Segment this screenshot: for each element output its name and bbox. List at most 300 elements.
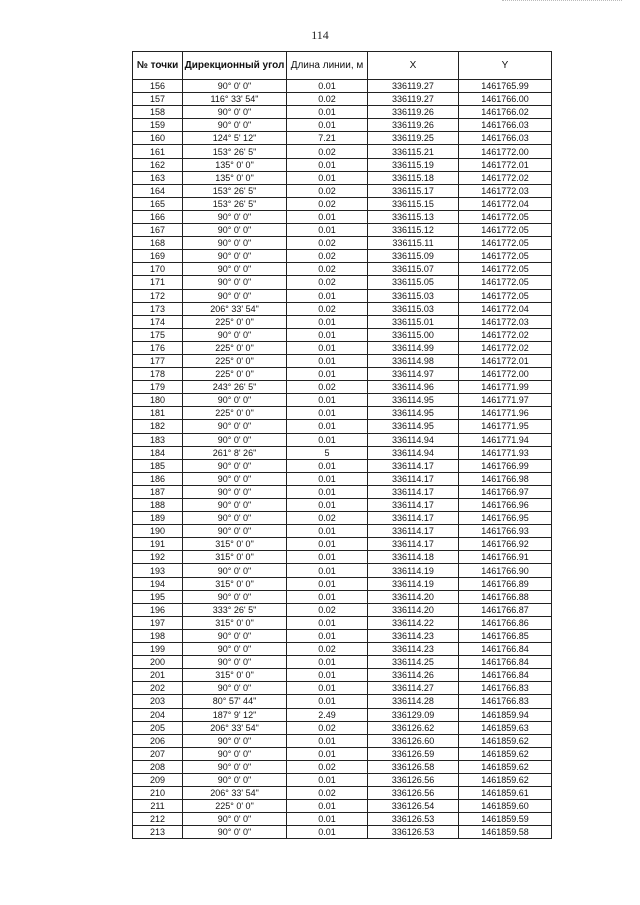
cell-bearing: 90° 0' 0" bbox=[183, 590, 287, 603]
table-row bbox=[133, 446, 552, 459]
cell-bearing: 90° 0' 0" bbox=[183, 512, 287, 525]
cell-line-length: 0.02 bbox=[287, 787, 368, 800]
cell-point-number: 171 bbox=[133, 276, 183, 289]
cell-bearing: 153° 26' 5" bbox=[183, 197, 287, 210]
table-row bbox=[133, 354, 552, 367]
cell-y: 1461771.96 bbox=[459, 407, 552, 420]
cell-x: 336114.95 bbox=[368, 407, 459, 420]
cell-point-number: 213 bbox=[133, 826, 183, 839]
cell-line-length: 0.01 bbox=[287, 564, 368, 577]
cell-line-length: 0.01 bbox=[287, 747, 368, 760]
cell-x: 336114.95 bbox=[368, 394, 459, 407]
cell-x: 336126.53 bbox=[368, 826, 459, 839]
cell-y: 1461859.63 bbox=[459, 721, 552, 734]
cell-y: 1461772.02 bbox=[459, 328, 552, 341]
cell-point-number: 183 bbox=[133, 433, 183, 446]
cell-point-number: 156 bbox=[133, 80, 183, 93]
cell-x: 336115.17 bbox=[368, 184, 459, 197]
cell-x: 336126.56 bbox=[368, 773, 459, 786]
page-number: 114 bbox=[311, 28, 329, 42]
cell-bearing: 90° 0' 0" bbox=[183, 629, 287, 642]
cell-bearing: 225° 0' 0" bbox=[183, 800, 287, 813]
cell-y: 1461765.99 bbox=[459, 80, 552, 93]
cell-bearing: 90° 0' 0" bbox=[183, 106, 287, 119]
cell-bearing: 135° 0' 0" bbox=[183, 158, 287, 171]
cell-y: 1461766.00 bbox=[459, 93, 552, 106]
cell-x: 336114.18 bbox=[368, 551, 459, 564]
cell-bearing: 90° 0' 0" bbox=[183, 826, 287, 839]
cell-x: 336114.27 bbox=[368, 682, 459, 695]
cell-y: 1461766.84 bbox=[459, 643, 552, 656]
cell-x: 336126.53 bbox=[368, 813, 459, 826]
cell-line-length: 0.02 bbox=[287, 643, 368, 656]
cell-y: 1461766.93 bbox=[459, 525, 552, 538]
cell-y: 1461772.03 bbox=[459, 315, 552, 328]
cell-point-number: 162 bbox=[133, 158, 183, 171]
cell-line-length: 2.49 bbox=[287, 708, 368, 721]
cell-line-length: 0.01 bbox=[287, 341, 368, 354]
cell-point-number: 177 bbox=[133, 354, 183, 367]
cell-point-number: 166 bbox=[133, 210, 183, 223]
cell-y: 1461859.62 bbox=[459, 734, 552, 747]
cell-line-length: 0.01 bbox=[287, 616, 368, 629]
cell-bearing: 315° 0' 0" bbox=[183, 669, 287, 682]
header-x: X bbox=[368, 52, 459, 80]
cell-point-number: 203 bbox=[133, 695, 183, 708]
cell-line-length: 0.02 bbox=[287, 184, 368, 197]
cell-bearing: 153° 26' 5" bbox=[183, 184, 287, 197]
cell-x: 336114.17 bbox=[368, 485, 459, 498]
cell-point-number: 208 bbox=[133, 760, 183, 773]
cell-line-length: 0.01 bbox=[287, 106, 368, 119]
table-body bbox=[133, 80, 552, 839]
cell-point-number: 206 bbox=[133, 734, 183, 747]
cell-x: 336119.27 bbox=[368, 80, 459, 93]
cell-bearing: 90° 0' 0" bbox=[183, 210, 287, 223]
cell-point-number: 179 bbox=[133, 381, 183, 394]
cell-x: 336115.07 bbox=[368, 263, 459, 276]
cell-line-length: 0.02 bbox=[287, 197, 368, 210]
cell-point-number: 200 bbox=[133, 656, 183, 669]
table-row bbox=[133, 616, 552, 629]
cell-line-length: 0.02 bbox=[287, 237, 368, 250]
table-row bbox=[133, 734, 552, 747]
cell-point-number: 158 bbox=[133, 106, 183, 119]
cell-y: 1461766.85 bbox=[459, 629, 552, 642]
cell-x: 336119.27 bbox=[368, 93, 459, 106]
cell-line-length: 0.01 bbox=[287, 224, 368, 237]
cell-bearing: 90° 0' 0" bbox=[183, 224, 287, 237]
cell-x: 336114.17 bbox=[368, 472, 459, 485]
cell-y: 1461859.62 bbox=[459, 773, 552, 786]
cell-point-number: 174 bbox=[133, 315, 183, 328]
cell-bearing: 90° 0' 0" bbox=[183, 289, 287, 302]
cell-bearing: 90° 0' 0" bbox=[183, 328, 287, 341]
cell-y: 1461771.99 bbox=[459, 381, 552, 394]
cell-point-number: 209 bbox=[133, 773, 183, 786]
table-row bbox=[133, 669, 552, 682]
cell-line-length: 0.01 bbox=[287, 669, 368, 682]
cell-x: 336115.18 bbox=[368, 171, 459, 184]
table-row bbox=[133, 420, 552, 433]
table-row bbox=[133, 132, 552, 145]
cell-line-length: 0.01 bbox=[287, 813, 368, 826]
cell-bearing: 153° 26' 5" bbox=[183, 145, 287, 158]
header-point-number: № точки bbox=[133, 52, 183, 80]
cell-x: 336115.09 bbox=[368, 250, 459, 263]
cell-x: 336114.94 bbox=[368, 446, 459, 459]
cell-line-length: 0.01 bbox=[287, 119, 368, 132]
cell-y: 1461771.93 bbox=[459, 446, 552, 459]
cell-bearing: 90° 0' 0" bbox=[183, 747, 287, 760]
table-row bbox=[133, 237, 552, 250]
cell-point-number: 175 bbox=[133, 328, 183, 341]
cell-line-length: 0.01 bbox=[287, 826, 368, 839]
table-row bbox=[133, 787, 552, 800]
cell-x: 336115.03 bbox=[368, 289, 459, 302]
cell-x: 336115.11 bbox=[368, 237, 459, 250]
cell-y: 1461859.62 bbox=[459, 760, 552, 773]
table-row bbox=[133, 643, 552, 656]
cell-bearing: 333° 26' 5" bbox=[183, 603, 287, 616]
cell-x: 336114.23 bbox=[368, 629, 459, 642]
cell-point-number: 184 bbox=[133, 446, 183, 459]
cell-point-number: 187 bbox=[133, 485, 183, 498]
cell-x: 336114.23 bbox=[368, 643, 459, 656]
cell-x: 336119.25 bbox=[368, 132, 459, 145]
cell-point-number: 160 bbox=[133, 132, 183, 145]
table-row bbox=[133, 459, 552, 472]
table-row bbox=[133, 80, 552, 93]
table-row bbox=[133, 328, 552, 341]
cell-bearing: 90° 0' 0" bbox=[183, 813, 287, 826]
cell-y: 1461772.03 bbox=[459, 184, 552, 197]
table-row bbox=[133, 210, 552, 223]
cell-point-number: 193 bbox=[133, 564, 183, 577]
cell-bearing: 206° 33' 54" bbox=[183, 787, 287, 800]
cell-line-length: 0.02 bbox=[287, 381, 368, 394]
scan-edge-mark bbox=[502, 0, 622, 5]
cell-x: 336129.09 bbox=[368, 708, 459, 721]
cell-line-length: 0.01 bbox=[287, 354, 368, 367]
table-row bbox=[133, 197, 552, 210]
cell-y: 1461766.97 bbox=[459, 485, 552, 498]
cell-point-number: 207 bbox=[133, 747, 183, 760]
cell-y: 1461766.02 bbox=[459, 106, 552, 119]
cell-point-number: 205 bbox=[133, 721, 183, 734]
cell-point-number: 192 bbox=[133, 551, 183, 564]
table-row bbox=[133, 682, 552, 695]
cell-line-length: 0.01 bbox=[287, 499, 368, 512]
cell-y: 1461859.60 bbox=[459, 800, 552, 813]
cell-y: 1461766.98 bbox=[459, 472, 552, 485]
cell-line-length: 0.01 bbox=[287, 800, 368, 813]
header-bearing: Дирекционный угол bbox=[183, 52, 287, 80]
cell-line-length: 5 bbox=[287, 446, 368, 459]
cell-point-number: 169 bbox=[133, 250, 183, 263]
cell-x: 336115.03 bbox=[368, 302, 459, 315]
table-row bbox=[133, 826, 552, 839]
table-row bbox=[133, 760, 552, 773]
cell-line-length: 0.02 bbox=[287, 145, 368, 158]
cell-line-length: 0.01 bbox=[287, 420, 368, 433]
table-row bbox=[133, 629, 552, 642]
cell-line-length: 0.01 bbox=[287, 289, 368, 302]
cell-x: 336126.60 bbox=[368, 734, 459, 747]
table-row bbox=[133, 341, 552, 354]
cell-bearing: 261° 8' 26" bbox=[183, 446, 287, 459]
cell-point-number: 211 bbox=[133, 800, 183, 813]
table-row bbox=[133, 813, 552, 826]
cell-y: 1461766.03 bbox=[459, 132, 552, 145]
cell-x: 336115.13 bbox=[368, 210, 459, 223]
cell-line-length: 0.01 bbox=[287, 171, 368, 184]
cell-line-length: 0.01 bbox=[287, 433, 368, 446]
cell-bearing: 124° 5' 12" bbox=[183, 132, 287, 145]
table-row bbox=[133, 224, 552, 237]
cell-bearing: 90° 0' 0" bbox=[183, 734, 287, 747]
cell-point-number: 176 bbox=[133, 341, 183, 354]
cell-bearing: 90° 0' 0" bbox=[183, 472, 287, 485]
cell-bearing: 90° 0' 0" bbox=[183, 420, 287, 433]
cell-y: 1461772.04 bbox=[459, 302, 552, 315]
cell-line-length: 0.01 bbox=[287, 485, 368, 498]
cell-bearing: 315° 0' 0" bbox=[183, 538, 287, 551]
cell-bearing: 116° 33' 54" bbox=[183, 93, 287, 106]
cell-x: 336115.21 bbox=[368, 145, 459, 158]
cell-bearing: 90° 0' 0" bbox=[183, 656, 287, 669]
cell-line-length: 0.01 bbox=[287, 551, 368, 564]
cell-point-number: 197 bbox=[133, 616, 183, 629]
table-row bbox=[133, 499, 552, 512]
cell-y: 1461772.05 bbox=[459, 263, 552, 276]
cell-x: 336115.01 bbox=[368, 315, 459, 328]
cell-point-number: 165 bbox=[133, 197, 183, 210]
cell-bearing: 225° 0' 0" bbox=[183, 368, 287, 381]
cell-point-number: 185 bbox=[133, 459, 183, 472]
cell-x: 336119.26 bbox=[368, 119, 459, 132]
cell-x: 336126.54 bbox=[368, 800, 459, 813]
cell-x: 336114.95 bbox=[368, 420, 459, 433]
cell-line-length: 0.01 bbox=[287, 656, 368, 669]
cell-line-length: 0.01 bbox=[287, 368, 368, 381]
cell-bearing: 315° 0' 0" bbox=[183, 551, 287, 564]
cell-x: 336119.26 bbox=[368, 106, 459, 119]
cell-x: 336115.00 bbox=[368, 328, 459, 341]
cell-point-number: 194 bbox=[133, 577, 183, 590]
cell-bearing: 90° 0' 0" bbox=[183, 525, 287, 538]
table-row bbox=[133, 747, 552, 760]
cell-y: 1461772.01 bbox=[459, 354, 552, 367]
cell-bearing: 187° 9' 12" bbox=[183, 708, 287, 721]
table-row bbox=[133, 773, 552, 786]
cell-bearing: 135° 0' 0" bbox=[183, 171, 287, 184]
cell-bearing: 225° 0' 0" bbox=[183, 315, 287, 328]
cell-line-length: 0.01 bbox=[287, 328, 368, 341]
cell-bearing: 90° 0' 0" bbox=[183, 263, 287, 276]
cell-point-number: 167 bbox=[133, 224, 183, 237]
cell-y: 1461766.96 bbox=[459, 499, 552, 512]
cell-point-number: 157 bbox=[133, 93, 183, 106]
cell-bearing: 90° 0' 0" bbox=[183, 250, 287, 263]
table-header-row bbox=[133, 52, 552, 80]
cell-y: 1461772.05 bbox=[459, 224, 552, 237]
cell-x: 336114.20 bbox=[368, 590, 459, 603]
table-row bbox=[133, 525, 552, 538]
cell-bearing: 90° 0' 0" bbox=[183, 564, 287, 577]
cell-y: 1461766.89 bbox=[459, 577, 552, 590]
table-row bbox=[133, 145, 552, 158]
cell-bearing: 90° 0' 0" bbox=[183, 237, 287, 250]
table-row bbox=[133, 250, 552, 263]
cell-y: 1461766.87 bbox=[459, 603, 552, 616]
cell-bearing: 90° 0' 0" bbox=[183, 643, 287, 656]
cell-y: 1461766.03 bbox=[459, 119, 552, 132]
cell-point-number: 180 bbox=[133, 394, 183, 407]
table-row bbox=[133, 368, 552, 381]
table-row bbox=[133, 106, 552, 119]
cell-line-length: 0.01 bbox=[287, 695, 368, 708]
cell-bearing: 90° 0' 0" bbox=[183, 433, 287, 446]
cell-y: 1461772.00 bbox=[459, 145, 552, 158]
cell-bearing: 90° 0' 0" bbox=[183, 682, 287, 695]
table-row bbox=[133, 263, 552, 276]
cell-bearing: 90° 0' 0" bbox=[183, 276, 287, 289]
cell-y: 1461766.84 bbox=[459, 669, 552, 682]
cell-line-length: 0.01 bbox=[287, 682, 368, 695]
table-row bbox=[133, 433, 552, 446]
table-row bbox=[133, 656, 552, 669]
cell-y: 1461772.05 bbox=[459, 289, 552, 302]
cell-bearing: 315° 0' 0" bbox=[183, 577, 287, 590]
cell-y: 1461771.94 bbox=[459, 433, 552, 446]
table-row bbox=[133, 721, 552, 734]
cell-y: 1461772.05 bbox=[459, 276, 552, 289]
cell-x: 336114.17 bbox=[368, 538, 459, 551]
cell-line-length: 0.02 bbox=[287, 263, 368, 276]
table-row bbox=[133, 394, 552, 407]
cell-point-number: 181 bbox=[133, 407, 183, 420]
table-row bbox=[133, 407, 552, 420]
cell-line-length: 0.01 bbox=[287, 407, 368, 420]
table-row bbox=[133, 590, 552, 603]
cell-line-length: 0.02 bbox=[287, 93, 368, 106]
cell-x: 336114.96 bbox=[368, 381, 459, 394]
cell-x: 336114.98 bbox=[368, 354, 459, 367]
cell-line-length: 0.01 bbox=[287, 577, 368, 590]
cell-bearing: 90° 0' 0" bbox=[183, 80, 287, 93]
table-row bbox=[133, 577, 552, 590]
cell-line-length: 0.01 bbox=[287, 315, 368, 328]
cell-point-number: 178 bbox=[133, 368, 183, 381]
cell-y: 1461766.95 bbox=[459, 512, 552, 525]
table-row bbox=[133, 381, 552, 394]
cell-line-length: 0.02 bbox=[287, 721, 368, 734]
cell-line-length: 0.01 bbox=[287, 538, 368, 551]
cell-point-number: 212 bbox=[133, 813, 183, 826]
cell-x: 336114.19 bbox=[368, 577, 459, 590]
cell-point-number: 161 bbox=[133, 145, 183, 158]
cell-y: 1461772.02 bbox=[459, 171, 552, 184]
table-row bbox=[133, 289, 552, 302]
cell-line-length: 0.01 bbox=[287, 590, 368, 603]
cell-x: 336115.12 bbox=[368, 224, 459, 237]
cell-bearing: 225° 0' 0" bbox=[183, 407, 287, 420]
cell-line-length: 0.02 bbox=[287, 276, 368, 289]
cell-bearing: 206° 33' 54" bbox=[183, 302, 287, 315]
table-row bbox=[133, 708, 552, 721]
table-row bbox=[133, 512, 552, 525]
cell-y: 1461772.05 bbox=[459, 210, 552, 223]
cell-bearing: 90° 0' 0" bbox=[183, 499, 287, 512]
cell-x: 336114.17 bbox=[368, 512, 459, 525]
cell-bearing: 90° 0' 0" bbox=[183, 773, 287, 786]
cell-point-number: 204 bbox=[133, 708, 183, 721]
cell-point-number: 168 bbox=[133, 237, 183, 250]
cell-y: 1461766.84 bbox=[459, 656, 552, 669]
header-line-length: Длина линии, м bbox=[287, 52, 368, 80]
cell-point-number: 159 bbox=[133, 119, 183, 132]
cell-line-length: 0.01 bbox=[287, 459, 368, 472]
cell-x: 336114.22 bbox=[368, 616, 459, 629]
cell-bearing: 206° 33' 54" bbox=[183, 721, 287, 734]
cell-point-number: 189 bbox=[133, 512, 183, 525]
cell-x: 336126.62 bbox=[368, 721, 459, 734]
cell-point-number: 202 bbox=[133, 682, 183, 695]
cell-x: 336114.94 bbox=[368, 433, 459, 446]
cell-x: 336126.59 bbox=[368, 747, 459, 760]
table-row bbox=[133, 315, 552, 328]
cell-point-number: 210 bbox=[133, 787, 183, 800]
cell-x: 336114.20 bbox=[368, 603, 459, 616]
cell-x: 336114.28 bbox=[368, 695, 459, 708]
cell-y: 1461772.02 bbox=[459, 341, 552, 354]
cell-bearing: 80° 57' 44" bbox=[183, 695, 287, 708]
cell-point-number: 191 bbox=[133, 538, 183, 551]
cell-point-number: 188 bbox=[133, 499, 183, 512]
cell-x: 336114.17 bbox=[368, 459, 459, 472]
table-row bbox=[133, 119, 552, 132]
cell-point-number: 190 bbox=[133, 525, 183, 538]
cell-x: 336114.17 bbox=[368, 525, 459, 538]
table-row bbox=[133, 538, 552, 551]
cell-y: 1461772.01 bbox=[459, 158, 552, 171]
cell-line-length: 0.02 bbox=[287, 512, 368, 525]
cell-y: 1461859.58 bbox=[459, 826, 552, 839]
table-row bbox=[133, 695, 552, 708]
table-row bbox=[133, 472, 552, 485]
cell-line-length: 0.02 bbox=[287, 250, 368, 263]
cell-y: 1461766.88 bbox=[459, 590, 552, 603]
table-row bbox=[133, 551, 552, 564]
cell-point-number: 172 bbox=[133, 289, 183, 302]
cell-point-number: 164 bbox=[133, 184, 183, 197]
cell-point-number: 198 bbox=[133, 629, 183, 642]
cell-x: 336114.99 bbox=[368, 341, 459, 354]
table-row bbox=[133, 603, 552, 616]
cell-line-length: 0.01 bbox=[287, 80, 368, 93]
cell-line-length: 0.01 bbox=[287, 629, 368, 642]
cell-line-length: 7.21 bbox=[287, 132, 368, 145]
cell-bearing: 243° 26' 5" bbox=[183, 381, 287, 394]
coordinates-table bbox=[132, 51, 552, 839]
cell-line-length: 0.02 bbox=[287, 603, 368, 616]
cell-x: 336115.05 bbox=[368, 276, 459, 289]
cell-point-number: 163 bbox=[133, 171, 183, 184]
cell-y: 1461766.92 bbox=[459, 538, 552, 551]
cell-point-number: 195 bbox=[133, 590, 183, 603]
table-row bbox=[133, 302, 552, 315]
